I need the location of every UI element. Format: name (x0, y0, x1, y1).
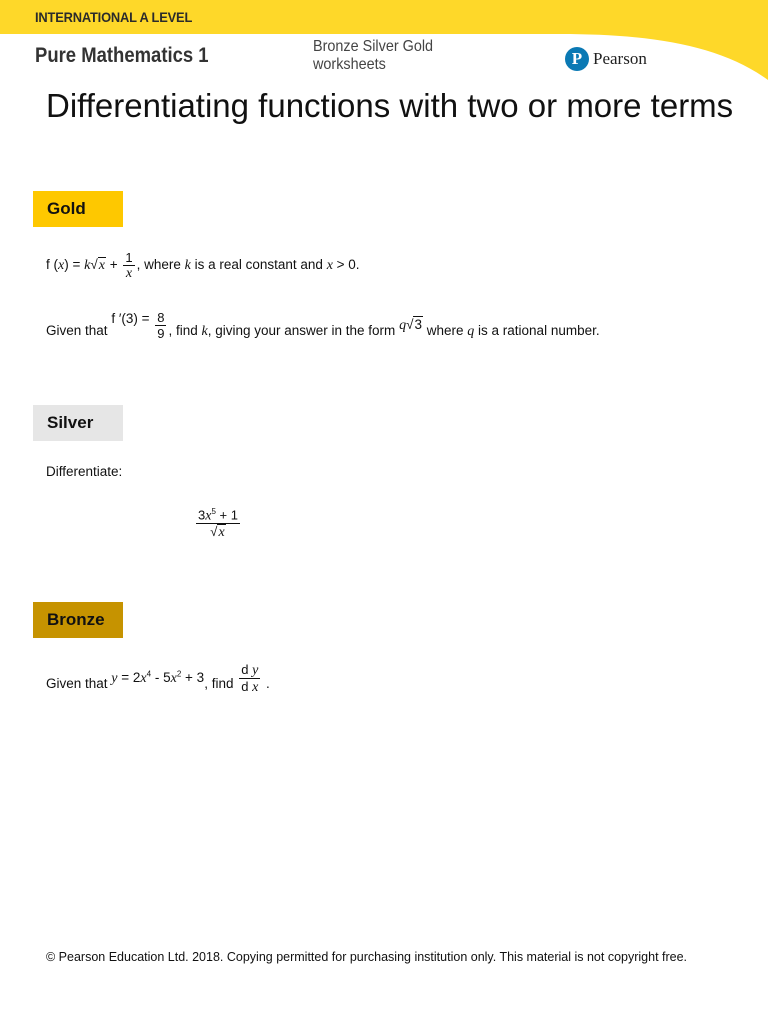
silver-instruction: Differentiate: (46, 464, 123, 479)
copyright-footer: © Pearson Education Ltd. 2018. Copying permitted for purchasing institution only. This material is not copyright free. (46, 950, 688, 964)
text-where-2: where (423, 323, 468, 339)
var-x-num: x (205, 508, 212, 524)
worksheet-label (313, 38, 433, 74)
fraction-one-over-x (123, 250, 134, 281)
gold-given-line (46, 310, 600, 341)
exponent-4: 4 (146, 669, 152, 679)
gold-function-line (46, 250, 360, 281)
var-q-2: q (467, 324, 475, 340)
text-rational: is a rational number. (474, 323, 600, 339)
frac-denominator-9: 9 (157, 326, 165, 341)
plus-one: + 1 (215, 507, 238, 523)
var-x-4: x (170, 671, 177, 687)
text-where: , where (136, 257, 185, 273)
var-y-2: y (252, 663, 259, 678)
text-greater-zero: > 0. (332, 257, 360, 273)
fraction-eight-ninths (155, 310, 166, 341)
minus-5: - 5 (151, 670, 171, 686)
var-x-5: x (252, 680, 259, 695)
silver-denominator (208, 524, 227, 540)
sqrt-symbol: √ (90, 257, 98, 273)
frac-numerator-8: 8 (157, 310, 165, 325)
course-title: Pure Mathematics 1 (35, 44, 209, 67)
pearson-logo (565, 46, 647, 72)
equals-2: = 2 (117, 670, 141, 686)
radicand-x: x (98, 258, 105, 274)
sqrt-symbol-3: √ (210, 524, 218, 540)
var-q: q (399, 318, 407, 334)
text-find-2: , find (204, 676, 238, 692)
exponent-2: 2 (176, 669, 182, 679)
var-k-3: k (201, 324, 208, 340)
var-x-2: x (326, 258, 333, 274)
plus-sign: + (105, 257, 122, 273)
fx-prefix: f ( (46, 257, 58, 273)
series-label: INTERNATIONAL A LEVEL (35, 9, 193, 25)
pearson-p-icon: P (565, 47, 589, 71)
plus-3: + 3 (181, 670, 205, 686)
fprime-expression: f ′(3) = (111, 311, 154, 327)
var-k-2: k (184, 258, 191, 274)
silver-numerator (196, 504, 240, 524)
silver-fraction (196, 504, 240, 540)
exponent-5: 5 (211, 507, 216, 516)
sqrt-symbol-2: √ (406, 317, 414, 333)
dy-dx-fraction (239, 662, 260, 695)
page-title: Differentiating functions with two or more terms (46, 87, 734, 124)
var-x: x (58, 258, 65, 274)
text-find: , find (168, 323, 202, 339)
bronze-badge: Bronze (33, 602, 123, 638)
frac-numerator: 1 (125, 250, 133, 265)
d-bottom: d (241, 679, 249, 694)
dx (239, 679, 260, 695)
bronze-question (46, 662, 270, 695)
dy (239, 662, 260, 679)
d-top: d (241, 662, 249, 677)
period: . (262, 676, 270, 692)
radicand-3: 3 (414, 317, 422, 333)
silver-expression (194, 504, 242, 540)
pearson-wordmark: Pearson (593, 49, 647, 68)
var-y: y (111, 671, 118, 687)
silver-badge: Silver (33, 405, 123, 441)
gold-badge: Gold (33, 191, 123, 227)
radicand-x-2: x (218, 525, 225, 541)
text-given-2: Given that (46, 676, 112, 692)
worksheet-line-1: Bronze Silver Gold (313, 38, 434, 55)
var-x-3: x (140, 671, 147, 687)
text-given: Given that (46, 323, 108, 339)
worksheet-line-2: worksheets (313, 56, 386, 73)
coef-3: 3 (198, 507, 206, 523)
frac-denominator: x (125, 266, 133, 281)
text-giving-answer: , giving your answer in the form (207, 323, 400, 339)
text-real-constant: is a real constant and (190, 257, 327, 273)
var-k: k (84, 258, 91, 274)
fx-equals: ) = (64, 257, 85, 273)
